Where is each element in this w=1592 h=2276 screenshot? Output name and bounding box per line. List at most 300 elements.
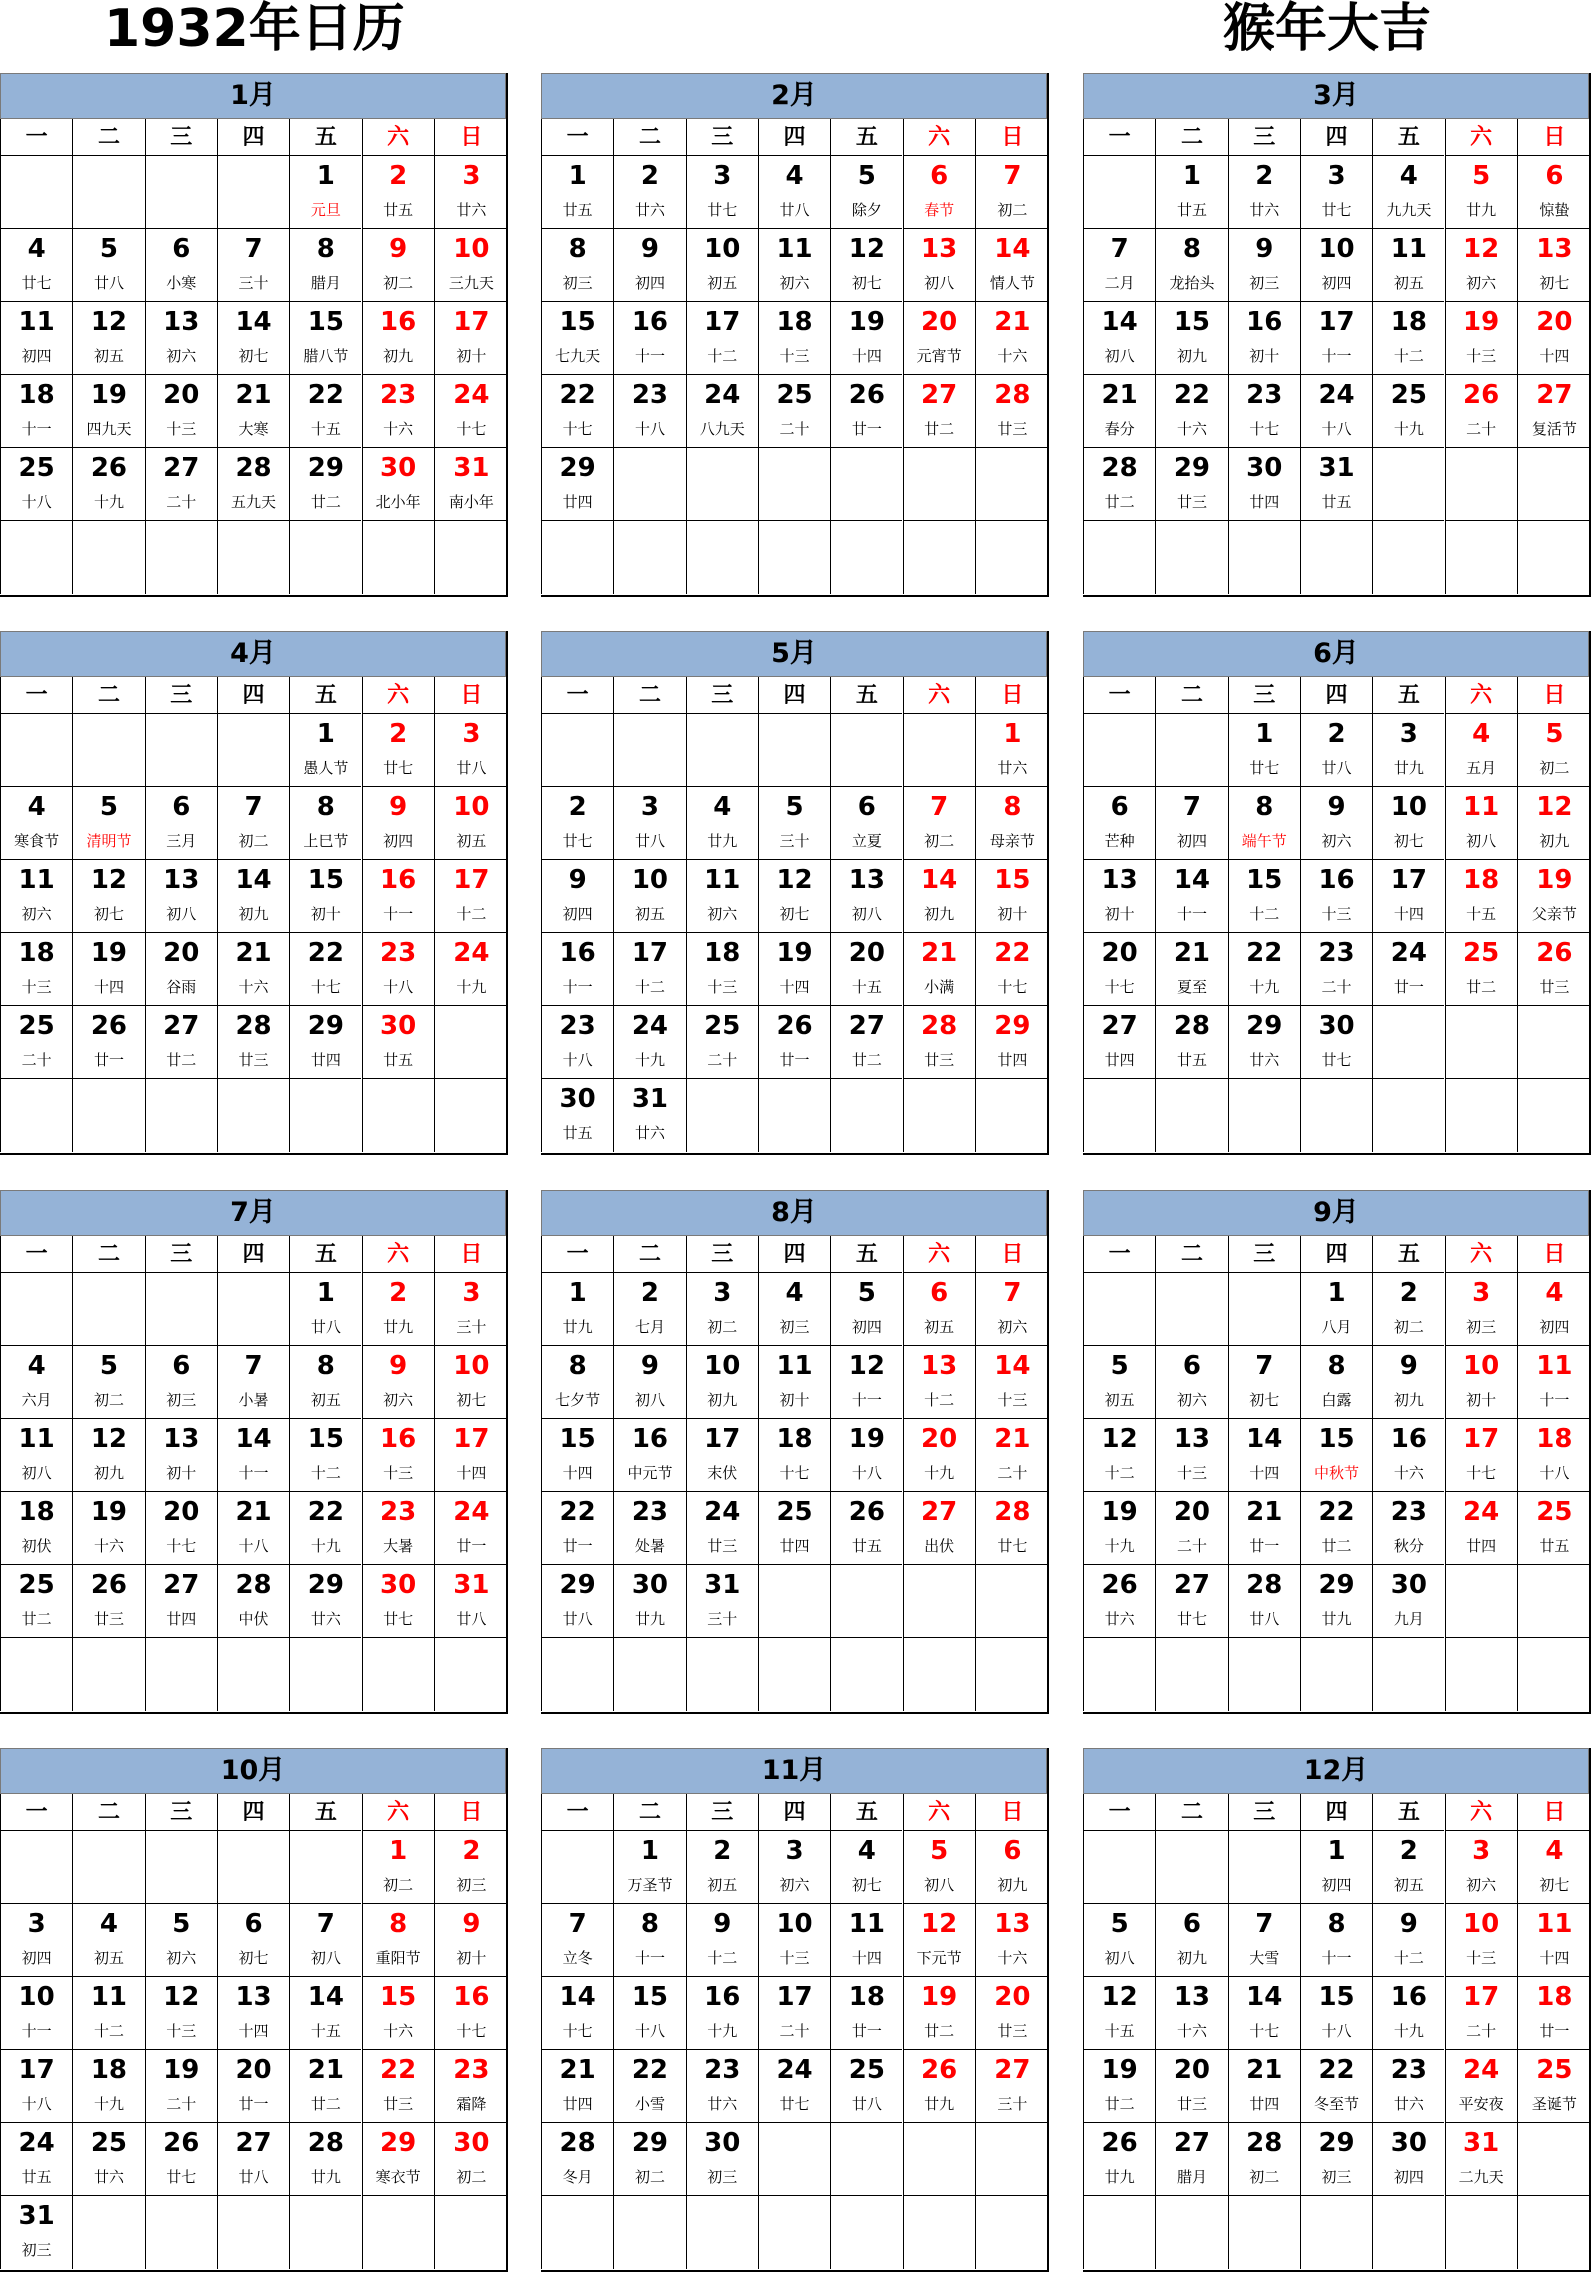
day-cell[interactable]: [0, 1419, 72, 1492]
day-cell[interactable]: [975, 2050, 1049, 2123]
day-cell[interactable]: [1372, 1273, 1444, 1346]
day-cell[interactable]: [434, 1977, 508, 2050]
day-cell[interactable]: [613, 933, 685, 1006]
day-cell[interactable]: [1517, 1419, 1591, 1492]
day-cell[interactable]: [72, 302, 144, 375]
day-cell[interactable]: [1300, 375, 1372, 448]
day-cell[interactable]: [1372, 1565, 1444, 1638]
day-cell[interactable]: [0, 1565, 72, 1638]
day-cell[interactable]: [72, 1346, 144, 1419]
day-cell[interactable]: [686, 1977, 758, 2050]
day-cell[interactable]: [289, 933, 361, 1006]
day-cell[interactable]: [541, 229, 613, 302]
day-cell[interactable]: [145, 1419, 217, 1492]
day-cell[interactable]: [758, 1273, 830, 1346]
day-cell[interactable]: [830, 1273, 902, 1346]
day-cell[interactable]: [975, 1346, 1049, 1419]
day-cell[interactable]: [1445, 229, 1517, 302]
day-cell[interactable]: [289, 2123, 361, 2196]
day-cell[interactable]: [1517, 156, 1591, 229]
day-cell[interactable]: [145, 302, 217, 375]
day-cell[interactable]: [1083, 1346, 1155, 1419]
day-cell[interactable]: [1445, 375, 1517, 448]
day-cell[interactable]: [362, 375, 434, 448]
day-cell[interactable]: [686, 2123, 758, 2196]
day-cell[interactable]: [362, 302, 434, 375]
day-cell[interactable]: [1445, 1977, 1517, 2050]
day-cell[interactable]: [362, 1419, 434, 1492]
day-cell[interactable]: [830, 229, 902, 302]
day-cell[interactable]: [1372, 229, 1444, 302]
day-cell[interactable]: [145, 375, 217, 448]
day-cell[interactable]: [1155, 1977, 1227, 2050]
day-cell[interactable]: [1155, 1006, 1227, 1079]
day-cell[interactable]: [0, 1006, 72, 1079]
day-cell[interactable]: [72, 448, 144, 521]
day-cell[interactable]: [903, 1904, 975, 1977]
day-cell[interactable]: [1300, 1831, 1372, 1904]
day-cell[interactable]: [1300, 448, 1372, 521]
day-cell[interactable]: [434, 714, 508, 787]
day-cell[interactable]: [434, 1273, 508, 1346]
day-cell[interactable]: [217, 1492, 289, 1565]
day-cell[interactable]: [0, 302, 72, 375]
day-cell[interactable]: [541, 1346, 613, 1419]
day-cell[interactable]: [903, 156, 975, 229]
day-cell[interactable]: [613, 1492, 685, 1565]
day-cell[interactable]: [1228, 1565, 1300, 1638]
day-cell[interactable]: [1445, 1419, 1517, 1492]
day-cell[interactable]: [72, 1419, 144, 1492]
day-cell[interactable]: [362, 156, 434, 229]
day-cell[interactable]: [1083, 933, 1155, 1006]
day-cell[interactable]: [1155, 229, 1227, 302]
day-cell[interactable]: [0, 860, 72, 933]
day-cell[interactable]: [830, 2050, 902, 2123]
day-cell[interactable]: [434, 156, 508, 229]
day-cell[interactable]: [217, 1419, 289, 1492]
day-cell[interactable]: [1372, 2123, 1444, 2196]
day-cell[interactable]: [1155, 1346, 1227, 1419]
day-cell[interactable]: [1517, 860, 1591, 933]
day-cell[interactable]: [1372, 933, 1444, 1006]
day-cell[interactable]: [541, 860, 613, 933]
day-cell[interactable]: [1300, 1006, 1372, 1079]
day-cell[interactable]: [362, 1977, 434, 2050]
day-cell[interactable]: [1300, 933, 1372, 1006]
day-cell[interactable]: [1517, 2050, 1591, 2123]
day-cell[interactable]: [1083, 375, 1155, 448]
day-cell[interactable]: [1517, 1346, 1591, 1419]
day-cell[interactable]: [830, 375, 902, 448]
day-cell[interactable]: [613, 2123, 685, 2196]
day-cell[interactable]: [145, 1565, 217, 1638]
day-cell[interactable]: [686, 1273, 758, 1346]
day-cell[interactable]: [613, 375, 685, 448]
day-cell[interactable]: [830, 1346, 902, 1419]
day-cell[interactable]: [362, 1346, 434, 1419]
day-cell[interactable]: [434, 2123, 508, 2196]
day-cell[interactable]: [289, 1273, 361, 1346]
day-cell[interactable]: [758, 302, 830, 375]
day-cell[interactable]: [541, 933, 613, 1006]
day-cell[interactable]: [1228, 1977, 1300, 2050]
day-cell[interactable]: [613, 860, 685, 933]
day-cell[interactable]: [686, 1419, 758, 1492]
day-cell[interactable]: [903, 2050, 975, 2123]
day-cell[interactable]: [1517, 1904, 1591, 1977]
day-cell[interactable]: [1445, 1273, 1517, 1346]
day-cell[interactable]: [145, 2123, 217, 2196]
day-cell[interactable]: [362, 714, 434, 787]
day-cell[interactable]: [1517, 714, 1591, 787]
day-cell[interactable]: [1155, 933, 1227, 1006]
day-cell[interactable]: [1517, 302, 1591, 375]
day-cell[interactable]: [362, 1831, 434, 1904]
day-cell[interactable]: [434, 1831, 508, 1904]
day-cell[interactable]: [975, 1904, 1049, 1977]
day-cell[interactable]: [1083, 1419, 1155, 1492]
day-cell[interactable]: [145, 787, 217, 860]
day-cell[interactable]: [145, 1006, 217, 1079]
day-cell[interactable]: [686, 302, 758, 375]
day-cell[interactable]: [72, 375, 144, 448]
day-cell[interactable]: [975, 787, 1049, 860]
day-cell[interactable]: [686, 1006, 758, 1079]
day-cell[interactable]: [1445, 302, 1517, 375]
day-cell[interactable]: [362, 229, 434, 302]
day-cell[interactable]: [1228, 1492, 1300, 1565]
day-cell[interactable]: [1445, 1492, 1517, 1565]
day-cell[interactable]: [830, 1977, 902, 2050]
day-cell[interactable]: [758, 375, 830, 448]
day-cell[interactable]: [1083, 302, 1155, 375]
day-cell[interactable]: [1083, 229, 1155, 302]
day-cell[interactable]: [0, 1904, 72, 1977]
day-cell[interactable]: [975, 1006, 1049, 1079]
day-cell[interactable]: [362, 448, 434, 521]
day-cell[interactable]: [1228, 2050, 1300, 2123]
day-cell[interactable]: [72, 229, 144, 302]
day-cell[interactable]: [1083, 1492, 1155, 1565]
day-cell[interactable]: [1228, 933, 1300, 1006]
day-cell[interactable]: [613, 1977, 685, 2050]
day-cell[interactable]: [1155, 375, 1227, 448]
day-cell[interactable]: [1228, 860, 1300, 933]
day-cell[interactable]: [289, 448, 361, 521]
day-cell[interactable]: [613, 787, 685, 860]
day-cell[interactable]: [1155, 1419, 1227, 1492]
day-cell[interactable]: [1445, 714, 1517, 787]
day-cell[interactable]: [362, 933, 434, 1006]
day-cell[interactable]: [0, 1492, 72, 1565]
day-cell[interactable]: [830, 1831, 902, 1904]
day-cell[interactable]: [434, 229, 508, 302]
day-cell[interactable]: [362, 1492, 434, 1565]
day-cell[interactable]: [289, 1006, 361, 1079]
day-cell[interactable]: [434, 2050, 508, 2123]
day-cell[interactable]: [1445, 1904, 1517, 1977]
day-cell[interactable]: [1228, 787, 1300, 860]
day-cell[interactable]: [758, 1006, 830, 1079]
day-cell[interactable]: [541, 1273, 613, 1346]
day-cell[interactable]: [1300, 229, 1372, 302]
day-cell[interactable]: [434, 375, 508, 448]
day-cell[interactable]: [1445, 787, 1517, 860]
day-cell[interactable]: [217, 1904, 289, 1977]
day-cell[interactable]: [434, 1419, 508, 1492]
day-cell[interactable]: [758, 1977, 830, 2050]
day-cell[interactable]: [0, 1346, 72, 1419]
day-cell[interactable]: [1300, 1419, 1372, 1492]
day-cell[interactable]: [686, 2050, 758, 2123]
day-cell[interactable]: [975, 860, 1049, 933]
day-cell[interactable]: [1228, 714, 1300, 787]
day-cell[interactable]: [1083, 2050, 1155, 2123]
day-cell[interactable]: [289, 714, 361, 787]
day-cell[interactable]: [1083, 860, 1155, 933]
day-cell[interactable]: [0, 2050, 72, 2123]
day-cell[interactable]: [434, 1904, 508, 1977]
day-cell[interactable]: [1300, 302, 1372, 375]
day-cell[interactable]: [1083, 787, 1155, 860]
day-cell[interactable]: [1155, 1904, 1227, 1977]
day-cell[interactable]: [1228, 156, 1300, 229]
day-cell[interactable]: [362, 1273, 434, 1346]
day-cell[interactable]: [72, 2123, 144, 2196]
day-cell[interactable]: [145, 229, 217, 302]
day-cell[interactable]: [145, 933, 217, 1006]
day-cell[interactable]: [541, 1419, 613, 1492]
day-cell[interactable]: [758, 229, 830, 302]
day-cell[interactable]: [613, 229, 685, 302]
day-cell[interactable]: [541, 448, 613, 521]
day-cell[interactable]: [1372, 156, 1444, 229]
day-cell[interactable]: [903, 229, 975, 302]
day-cell[interactable]: [434, 1565, 508, 1638]
day-cell[interactable]: [434, 1346, 508, 1419]
day-cell[interactable]: [686, 933, 758, 1006]
day-cell[interactable]: [72, 1492, 144, 1565]
day-cell[interactable]: [0, 787, 72, 860]
day-cell[interactable]: [613, 1904, 685, 1977]
day-cell[interactable]: [362, 1904, 434, 1977]
day-cell[interactable]: [903, 1006, 975, 1079]
day-cell[interactable]: [289, 1977, 361, 2050]
day-cell[interactable]: [975, 375, 1049, 448]
day-cell[interactable]: [1083, 1006, 1155, 1079]
day-cell[interactable]: [289, 156, 361, 229]
day-cell[interactable]: [145, 2050, 217, 2123]
day-cell[interactable]: [1300, 1346, 1372, 1419]
day-cell[interactable]: [72, 1904, 144, 1977]
day-cell[interactable]: [72, 1565, 144, 1638]
day-cell[interactable]: [975, 1977, 1049, 2050]
day-cell[interactable]: [1445, 933, 1517, 1006]
day-cell[interactable]: [686, 1346, 758, 1419]
day-cell[interactable]: [1517, 1831, 1591, 1904]
day-cell[interactable]: [1155, 2123, 1227, 2196]
day-cell[interactable]: [145, 860, 217, 933]
day-cell[interactable]: [217, 787, 289, 860]
day-cell[interactable]: [830, 1492, 902, 1565]
day-cell[interactable]: [1155, 860, 1227, 933]
day-cell[interactable]: [1372, 1346, 1444, 1419]
day-cell[interactable]: [362, 787, 434, 860]
day-cell[interactable]: [1083, 448, 1155, 521]
day-cell[interactable]: [145, 448, 217, 521]
day-cell[interactable]: [217, 448, 289, 521]
day-cell[interactable]: [686, 229, 758, 302]
day-cell[interactable]: [1155, 1492, 1227, 1565]
day-cell[interactable]: [1228, 1346, 1300, 1419]
day-cell[interactable]: [1300, 1977, 1372, 2050]
day-cell[interactable]: [217, 860, 289, 933]
day-cell[interactable]: [1155, 156, 1227, 229]
day-cell[interactable]: [613, 1419, 685, 1492]
day-cell[interactable]: [541, 787, 613, 860]
day-cell[interactable]: [289, 1419, 361, 1492]
day-cell[interactable]: [1517, 933, 1591, 1006]
day-cell[interactable]: [145, 1346, 217, 1419]
day-cell[interactable]: [1372, 1419, 1444, 1492]
day-cell[interactable]: [1228, 302, 1300, 375]
day-cell[interactable]: [1155, 448, 1227, 521]
day-cell[interactable]: [975, 933, 1049, 1006]
day-cell[interactable]: [1372, 714, 1444, 787]
day-cell[interactable]: [1083, 1977, 1155, 2050]
day-cell[interactable]: [541, 1006, 613, 1079]
day-cell[interactable]: [830, 1419, 902, 1492]
day-cell[interactable]: [0, 448, 72, 521]
day-cell[interactable]: [830, 156, 902, 229]
day-cell[interactable]: [541, 1492, 613, 1565]
day-cell[interactable]: [903, 375, 975, 448]
day-cell[interactable]: [289, 2050, 361, 2123]
day-cell[interactable]: [830, 302, 902, 375]
day-cell[interactable]: [1083, 2123, 1155, 2196]
day-cell[interactable]: [1228, 229, 1300, 302]
day-cell[interactable]: [686, 1831, 758, 1904]
day-cell[interactable]: [613, 1079, 685, 1152]
day-cell[interactable]: [362, 1006, 434, 1079]
day-cell[interactable]: [830, 933, 902, 1006]
day-cell[interactable]: [289, 1346, 361, 1419]
day-cell[interactable]: [903, 860, 975, 933]
day-cell[interactable]: [903, 1492, 975, 1565]
day-cell[interactable]: [289, 787, 361, 860]
day-cell[interactable]: [1372, 302, 1444, 375]
day-cell[interactable]: [903, 302, 975, 375]
day-cell[interactable]: [217, 2050, 289, 2123]
day-cell[interactable]: [1300, 1565, 1372, 1638]
day-cell[interactable]: [1445, 860, 1517, 933]
day-cell[interactable]: [758, 156, 830, 229]
day-cell[interactable]: [72, 2050, 144, 2123]
day-cell[interactable]: [1228, 1419, 1300, 1492]
day-cell[interactable]: [975, 714, 1049, 787]
day-cell[interactable]: [758, 860, 830, 933]
day-cell[interactable]: [145, 1904, 217, 1977]
day-cell[interactable]: [758, 2050, 830, 2123]
day-cell[interactable]: [1155, 1565, 1227, 1638]
day-cell[interactable]: [1083, 1565, 1155, 1638]
day-cell[interactable]: [1300, 860, 1372, 933]
day-cell[interactable]: [0, 2123, 72, 2196]
day-cell[interactable]: [0, 933, 72, 1006]
day-cell[interactable]: [613, 302, 685, 375]
day-cell[interactable]: [613, 2050, 685, 2123]
day-cell[interactable]: [434, 302, 508, 375]
day-cell[interactable]: [1372, 375, 1444, 448]
day-cell[interactable]: [758, 1346, 830, 1419]
day-cell[interactable]: [362, 1565, 434, 1638]
day-cell[interactable]: [434, 860, 508, 933]
day-cell[interactable]: [830, 1006, 902, 1079]
day-cell[interactable]: [1228, 2123, 1300, 2196]
day-cell[interactable]: [613, 1565, 685, 1638]
day-cell[interactable]: [541, 156, 613, 229]
day-cell[interactable]: [289, 1492, 361, 1565]
day-cell[interactable]: [0, 2196, 72, 2269]
day-cell[interactable]: [613, 156, 685, 229]
day-cell[interactable]: [434, 1492, 508, 1565]
day-cell[interactable]: [0, 229, 72, 302]
day-cell[interactable]: [72, 933, 144, 1006]
day-cell[interactable]: [903, 1346, 975, 1419]
day-cell[interactable]: [830, 860, 902, 933]
day-cell[interactable]: [758, 1492, 830, 1565]
day-cell[interactable]: [289, 1904, 361, 1977]
day-cell[interactable]: [1372, 1492, 1444, 1565]
day-cell[interactable]: [217, 1565, 289, 1638]
day-cell[interactable]: [362, 2050, 434, 2123]
day-cell[interactable]: [613, 1346, 685, 1419]
day-cell[interactable]: [541, 1904, 613, 1977]
day-cell[interactable]: [1228, 375, 1300, 448]
day-cell[interactable]: [830, 1904, 902, 1977]
day-cell[interactable]: [72, 860, 144, 933]
day-cell[interactable]: [1228, 1904, 1300, 1977]
day-cell[interactable]: [289, 860, 361, 933]
day-cell[interactable]: [1155, 302, 1227, 375]
day-cell[interactable]: [1300, 1492, 1372, 1565]
day-cell[interactable]: [903, 1831, 975, 1904]
day-cell[interactable]: [1228, 1006, 1300, 1079]
day-cell[interactable]: [1300, 1273, 1372, 1346]
day-cell[interactable]: [830, 787, 902, 860]
day-cell[interactable]: [1517, 375, 1591, 448]
day-cell[interactable]: [217, 2123, 289, 2196]
day-cell[interactable]: [613, 1273, 685, 1346]
day-cell[interactable]: [1372, 1977, 1444, 2050]
day-cell[interactable]: [541, 302, 613, 375]
day-cell[interactable]: [289, 1565, 361, 1638]
day-cell[interactable]: [541, 1079, 613, 1152]
day-cell[interactable]: [1300, 156, 1372, 229]
day-cell[interactable]: [1300, 2050, 1372, 2123]
day-cell[interactable]: [1300, 787, 1372, 860]
day-cell[interactable]: [541, 2123, 613, 2196]
day-cell[interactable]: [1445, 1831, 1517, 1904]
day-cell[interactable]: [0, 1977, 72, 2050]
day-cell[interactable]: [541, 2050, 613, 2123]
day-cell[interactable]: [217, 933, 289, 1006]
day-cell[interactable]: [1372, 860, 1444, 933]
day-cell[interactable]: [1372, 1904, 1444, 1977]
day-cell[interactable]: [434, 787, 508, 860]
day-cell[interactable]: [903, 1419, 975, 1492]
